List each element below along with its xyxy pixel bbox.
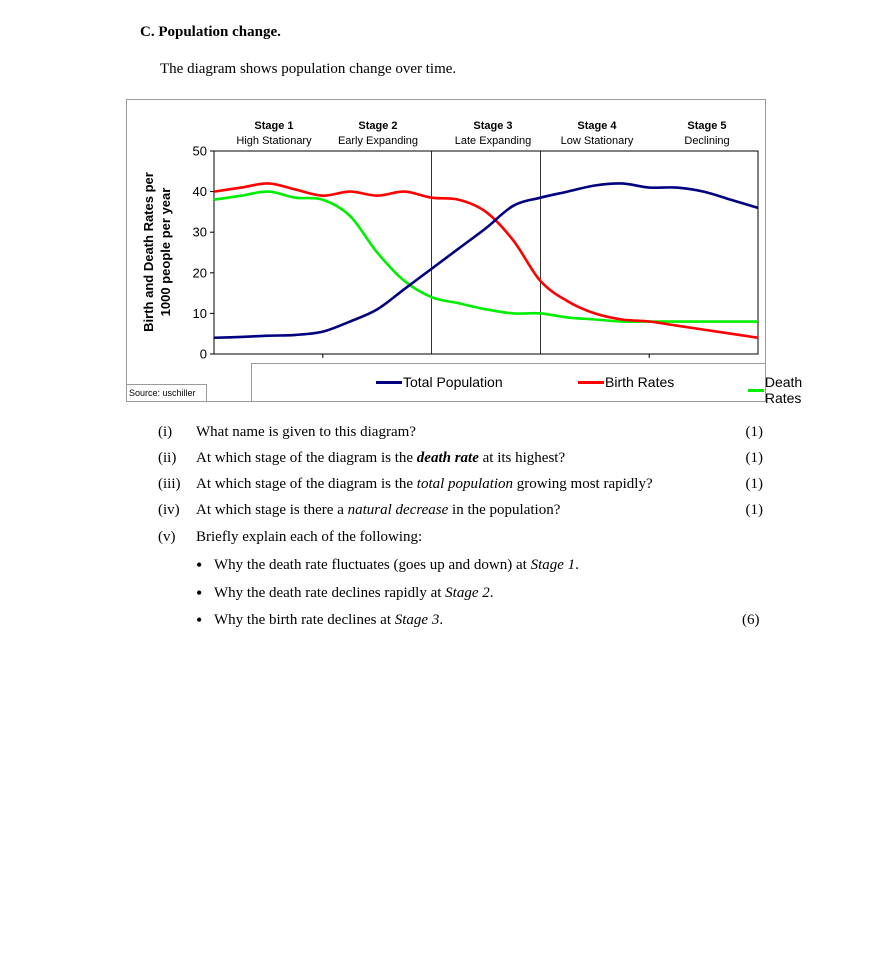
stage-desc-1: High Stationary — [236, 135, 312, 147]
legend-label-death: Death Rates — [764, 374, 803, 406]
text-run: natural decrease — [347, 502, 449, 518]
bullet-dot: • — [196, 555, 203, 575]
legend-swatch-total — [376, 381, 402, 384]
question-3 — [158, 476, 763, 496]
legend-swatch-birth — [578, 381, 604, 384]
question-2 — [158, 450, 763, 470]
y-tick-label: 40 — [192, 184, 207, 200]
y-axis-label-line1: Birth and Death Rates per — [141, 172, 156, 332]
question-marks: (1) — [745, 424, 763, 440]
stage-desc-4: Low Stationary — [560, 135, 634, 147]
stage-desc-3: Late Expanding — [454, 135, 532, 147]
stage-title-5: Stage 5 — [687, 120, 727, 132]
series-line-total-population — [214, 183, 758, 337]
text-run: What name is given to this diagram? — [196, 424, 416, 440]
text-run: Stage 2 — [445, 585, 490, 601]
legend-swatch-death — [748, 389, 764, 392]
question-text — [196, 529, 422, 546]
text-run: At which stage of the diagram is the — [196, 476, 417, 492]
question-text — [196, 450, 565, 467]
question-5 — [158, 529, 763, 549]
y-tick-label: 50 — [192, 143, 207, 159]
question-number: (v) — [158, 529, 176, 545]
text-run: at its highest? — [478, 450, 566, 466]
chart-legend — [251, 363, 803, 406]
y-axis-label-line2: 1000 people per year — [158, 187, 173, 317]
series-line-birth-rates — [214, 183, 758, 337]
text-run: . — [489, 585, 494, 601]
question-text — [196, 476, 653, 493]
text-run: . — [439, 612, 444, 628]
chart-svg — [127, 100, 765, 401]
stage-title-2: Stage 2 — [358, 120, 398, 132]
legend-label-birth: Birth Rates — [605, 374, 675, 390]
legend-death-rates — [748, 374, 812, 406]
y-tick-label: 30 — [192, 224, 207, 240]
text-run: Why the death rate declines rapidly at — [214, 585, 446, 601]
text-run: Why the birth rate declines at — [214, 612, 395, 628]
question-marks: (1) — [745, 450, 763, 466]
population-chart — [126, 99, 803, 406]
y-tick-label: 10 — [192, 305, 207, 321]
legend-total-population — [376, 374, 503, 390]
stage-desc-5: Declining — [684, 135, 730, 147]
text-run: in the population? — [448, 502, 561, 518]
bullet-dot: • — [196, 610, 203, 630]
question-text — [196, 502, 560, 519]
text-run: Briefly explain each of the following: — [196, 529, 423, 545]
section-title: C. Population change. — [140, 24, 281, 40]
text-run: Stage 3 — [394, 612, 440, 628]
text-run: death rate — [416, 450, 479, 466]
question-marks: (1) — [745, 502, 763, 518]
question-number: (iii) — [158, 476, 181, 492]
question-number: (ii) — [158, 450, 177, 466]
text-run: Why the death rate fluctuates (goes up and down) at — [214, 557, 531, 573]
question-text — [196, 424, 416, 441]
question-marks: (1) — [745, 476, 763, 492]
stage-title-3: Stage 3 — [473, 120, 513, 132]
final-marks: (6) — [742, 612, 760, 628]
text-run: total population — [416, 476, 514, 492]
bullet-text — [214, 612, 443, 629]
stage-title-1: Stage 1 — [254, 120, 294, 132]
plot-frame — [214, 151, 758, 354]
text-run: growing most rapidly? — [513, 476, 653, 492]
chart-source: Source: uschiller — [127, 384, 207, 401]
bullet-dot: • — [196, 583, 203, 603]
y-tick-label: 20 — [192, 265, 207, 281]
question-4 — [158, 502, 763, 522]
stage-desc-2: Early Expanding — [337, 135, 419, 147]
question-number: (i) — [158, 424, 173, 440]
text-run: . — [575, 557, 579, 573]
bullet-text — [214, 585, 493, 602]
question-1 — [158, 424, 763, 444]
bullet-text — [214, 557, 579, 574]
question-number: (iv) — [158, 502, 180, 518]
intro-text: The diagram shows population change over time. — [160, 61, 457, 77]
text-run: At which stage of the diagram is the — [196, 450, 417, 466]
legend-birth-rates — [578, 374, 674, 390]
legend-label-total: Total Population — [403, 374, 503, 390]
y-tick-label: 0 — [199, 346, 207, 362]
text-run: At which stage is there a — [196, 502, 348, 518]
stage-title-4: Stage 4 — [577, 120, 617, 132]
text-run: Stage 1 — [530, 557, 576, 573]
